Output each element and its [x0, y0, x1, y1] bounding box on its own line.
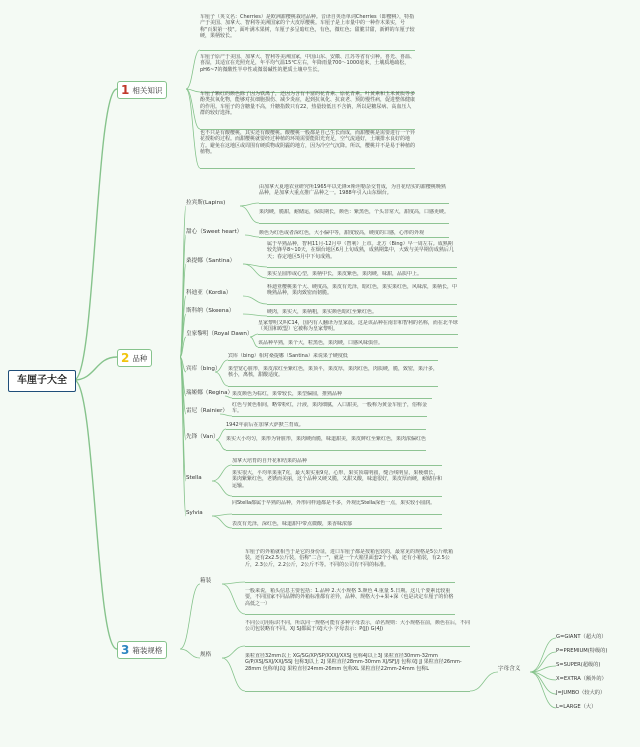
knowledge-text: 车厘子颗红的颜色除了因为铁离子，还因为含有丰富的花青素、原花青素。叶黄素和玉米黄质等多酚类抗氧化物，能够对抗细胞损伤、减少炎症，起到抗氧化、抗衰老、预防慢性病，促进整体健康的作用。车厘子的含糖量不高，升糖指数只有22，热量较低且不含钠，所以是糖尿病、高血压人群的较好选择。: [200, 91, 415, 130]
variety-name: 瑞姬娜（Regina）: [186, 390, 234, 396]
connector: [216, 440, 226, 450]
connector: [212, 514, 232, 516]
knowledge-text: 车厘子原产于美国、加拿大、智利等美洲国家，中国山东、安徽、江苏等省有引种。喜光、喜温、喜湿，其适宜在光照充足，年平均气温15℃左右，年降雨量700～1000毫米，土壤质地疏松，pH6~7的微酸性半中性或微弱碱性的肥质土壤中生长。: [200, 54, 415, 93]
variety-name: 甜心（Sweet heart）: [186, 229, 243, 235]
connector: [180, 649, 200, 658]
connector: [530, 638, 556, 672]
variety-desc: 加拿大培育的自开花和结果的品种: [232, 458, 442, 466]
variety-name: 先锋（Van）: [186, 434, 219, 440]
category-knowledge: [117, 81, 167, 99]
connector: [222, 658, 245, 691]
category-packing: [117, 641, 167, 659]
category-label: 品种: [132, 354, 148, 363]
connector: [74, 89, 117, 380]
connector: [74, 380, 117, 649]
connector: [240, 203, 259, 206]
connector: [470, 672, 498, 691]
knowledge-text: 也不只是有酸樱桃，其实还有酸樱桃。酸樱桃一般都是自己生长而成，而甜樱桃是需要进行一个异花授粉的过程。而甜樱桃就要经过种植的环境需要能阳光充足，空气流通好，土壤排水良好的地方。避免在这地区或周围有硬质物或阴霾的地方，因为冷空气沉降。所以，樱桃并不是易于种植的植物。: [200, 130, 415, 169]
variety-name: 雷尼（Rainier）: [186, 408, 228, 414]
connector: [243, 296, 267, 304]
letter-meaning: G=GIANT（超大的）: [556, 634, 607, 640]
variety-desc: 果实很大，平均单果重7克，最大果实重9克，心形，果实顶端明圆，缝合线明显，果梗细长，果肉紫紫红色，老锈而美丽，这个品种又硬又脆，又甜又酸，味道很好，果皮厚而硬，耐储存和运输。: [232, 470, 442, 497]
packing-box-label: 箱装: [200, 578, 212, 584]
connector: [212, 465, 232, 481]
variety-desc: 果皮颜色为棕红，果带较长，果型偏圆，推熟品种: [232, 391, 432, 399]
variety-name: 科迪亚（Kordia）: [186, 290, 232, 296]
connector: [222, 582, 245, 584]
letter-meaning: P=PREMIUM(特级的): [556, 648, 608, 654]
connector: [186, 89, 200, 168]
connector: [186, 89, 200, 129]
connector: [250, 337, 258, 347]
variety-desc: 果实大小均匀，果形为肾脏形，果肉硬而脆，味道甜美，果皮鲜红至紫红色，果肉浓偏红色: [226, 436, 426, 451]
variety-desc: 由加拿大夏地农业研究所1965年以先锋×斯坦勒杂交育成，为自花结实的甜樱桃晚熟品种，是加拿大重点推广品种之一。1988年引入山东烟台。: [259, 184, 449, 204]
variety-name: Sylvia: [186, 510, 203, 516]
letter-meaning: L=LARGE（大）: [556, 704, 597, 710]
variety-name: 拉宾斯(Lapins): [186, 200, 226, 206]
packing-box-text: 车厘子的外箱就相当于是它的身份证，进口车厘子都是按箱包装的，最常见的规格是5公斤纸箱装，还有2x2.5公斤装，俗称"二合一"，就是一个大箱里面套2个小箱，还有小箱装，有2.5公斤，2.3公斤，2.2公斤，2公斤不等。不同的公司有不同的标准。: [245, 549, 455, 583]
variety-desc: 果实呈圆形或心型，果柄中长，果皮紫色，果肉硬，味甜，品质中上。: [267, 271, 457, 279]
connector: [180, 584, 200, 649]
connector: [222, 646, 245, 658]
variety-desc: 该品种早熟，果个大，粒黑色，果肉硬，口感风味俱佳。: [258, 340, 458, 348]
connector: [212, 516, 232, 528]
variety-name: Stella: [186, 475, 202, 481]
variety-desc: 硬肉，果实大，果柄粗，果实颜色暗红至紫红色。: [267, 309, 457, 317]
connector: [240, 206, 259, 223]
variety-desc: 红色与黄色相间，略带粉红，汁液，果肉细腻，入口甜美，一般称为黄金车厘子，俗称金车。: [232, 402, 427, 417]
variety-desc: 表皮有光泽，深红色，味道甜中带点微酸，果香味浓郁: [232, 521, 442, 529]
packing-spec-label: 规格: [200, 652, 212, 658]
letter-meaning: J=JUMBO（较大的）: [556, 690, 606, 696]
connector: [186, 50, 200, 89]
category-number: 2: [121, 351, 130, 365]
variety-name: 桑提娜（Santina）: [186, 258, 236, 264]
connector: [212, 481, 232, 496]
variety-desc: 属于早熟品种，智利11月-12月中（智利）上市。北方（Bing）早一周左右。成熟期较先锋早8~10天，在烟台地区6月上旬成熟，成熟期集中，大致与美早期仿成熟后几天；春定地区5月中下旬成熟。: [267, 241, 457, 268]
variety-desc: 果型宽心脏形，果皮浓红至紫红色，果顶平，果皮厚，果肉红色，肉质硬，脆，致密，果汁多，核小，离核，甜酸适度。: [228, 366, 438, 387]
connector: [215, 372, 228, 386]
variety-desc: 同Stella都属于早熟的品种，外形同样通都是不多，外观比Stella深色一点，果实较小圆润。: [232, 500, 442, 515]
root-node: 车厘子大全: [8, 370, 76, 392]
connector: [245, 235, 259, 237]
variety-desc: 果肉硬，脆甜，耐储运，保质期长，颜色：紫黑色，个头非常大，甜度高，口感更硬。: [259, 209, 449, 224]
connector: [243, 264, 267, 278]
packing-spec-text: 不同公司用标识不同，所以同一规格可能有多种字母表示，命名规则：大小规格在前，颜色在后，不同公司包装略有不同。XJ SJ都属于双J大小 字母表示：P(JJ) G(4J): [245, 620, 470, 647]
letter-meaning-label: 字母含义: [498, 666, 521, 672]
variety-name: 斯科纳（Skeena）: [186, 308, 235, 314]
packing-box-text: 一般来说，箱头信息主要包括：1.品种 2.大小规格 3.颜色 4.重量 5.日期。这几个要素比较重要，不同国家不同品牌的外箱标准都有差异，品种、规格大小+果+深（也是决定车厘子的价格高低之一）: [245, 588, 455, 615]
connector: [530, 672, 556, 708]
category-label: 相关知识: [132, 86, 163, 95]
variety-desc: 1942年前后在加拿大萨默兰育成。: [226, 422, 426, 430]
category-number: 1: [121, 83, 130, 97]
letter-meaning: S=SUPER(超级的): [556, 662, 601, 668]
category-label: 箱装规格: [132, 646, 163, 655]
connector: [222, 584, 245, 614]
knowledge-text: 车厘子（英文名：Cherries）是欧洲甜樱桃栽培品种。音译自英语单词Cherries（即樱桃），特指产于美国、加拿大、智利等美洲国家的个大皮厚樱桃。车厘子是上市量中的一种作木果实，号称"百果第一枝"。面叶满木果树，车厘子多呈暗红色，有色，微红色；甜脆甘甜，新鲜的车厘子较硬，果柄较长。: [200, 14, 415, 51]
connector: [243, 314, 267, 316]
category-varieties: [117, 349, 152, 367]
variety-desc: 宾库（bing）相对桑提娜（Santina）来说果子硬度低: [228, 353, 438, 361]
variety-desc: 科迪亚樱桃果个大、硬度高，果皮有光泽，暗红色，果实果红色，风味浓，果柄长，中晚熟品种，果肉致密而韧脆。: [267, 284, 457, 305]
variety-desc: 皇家黎明又叫C14，国内有人翻译为皇家晨。这是该品种在南非和智利的名称，而在北半球（英国和欧盟）它被称为皇家黎明。: [258, 320, 458, 335]
variety-desc: 颜色为红色或者深红色，大小偏中等，甜度较高，硬度的口感，心形的外观: [259, 230, 449, 238]
variety-name: 皇家黎明（Royal Dawn）: [186, 331, 253, 337]
packing-spec-text: 果粒直径32mm以上 XG/SG/XP/SP/XXXJ/XXSJ 包称4J以上3J 果粒直径30mm-32mm G/P/XSJ/SXJ/XXJ/SSJ 包称3J以上 2J 果粒直径28mm-30mm XJ/SFJ/J 包称双J JJ 果粒直径26mm-28mm 包称单J以J 果粒直径24mm-26mm 包称XL 果粒直径22mm-24mm 包称L: [245, 653, 470, 692]
variety-name: 宾库（bing）: [186, 366, 221, 372]
category-number: 3: [121, 643, 130, 657]
letter-meaning: X=EXTRA（额外的）: [556, 676, 607, 682]
